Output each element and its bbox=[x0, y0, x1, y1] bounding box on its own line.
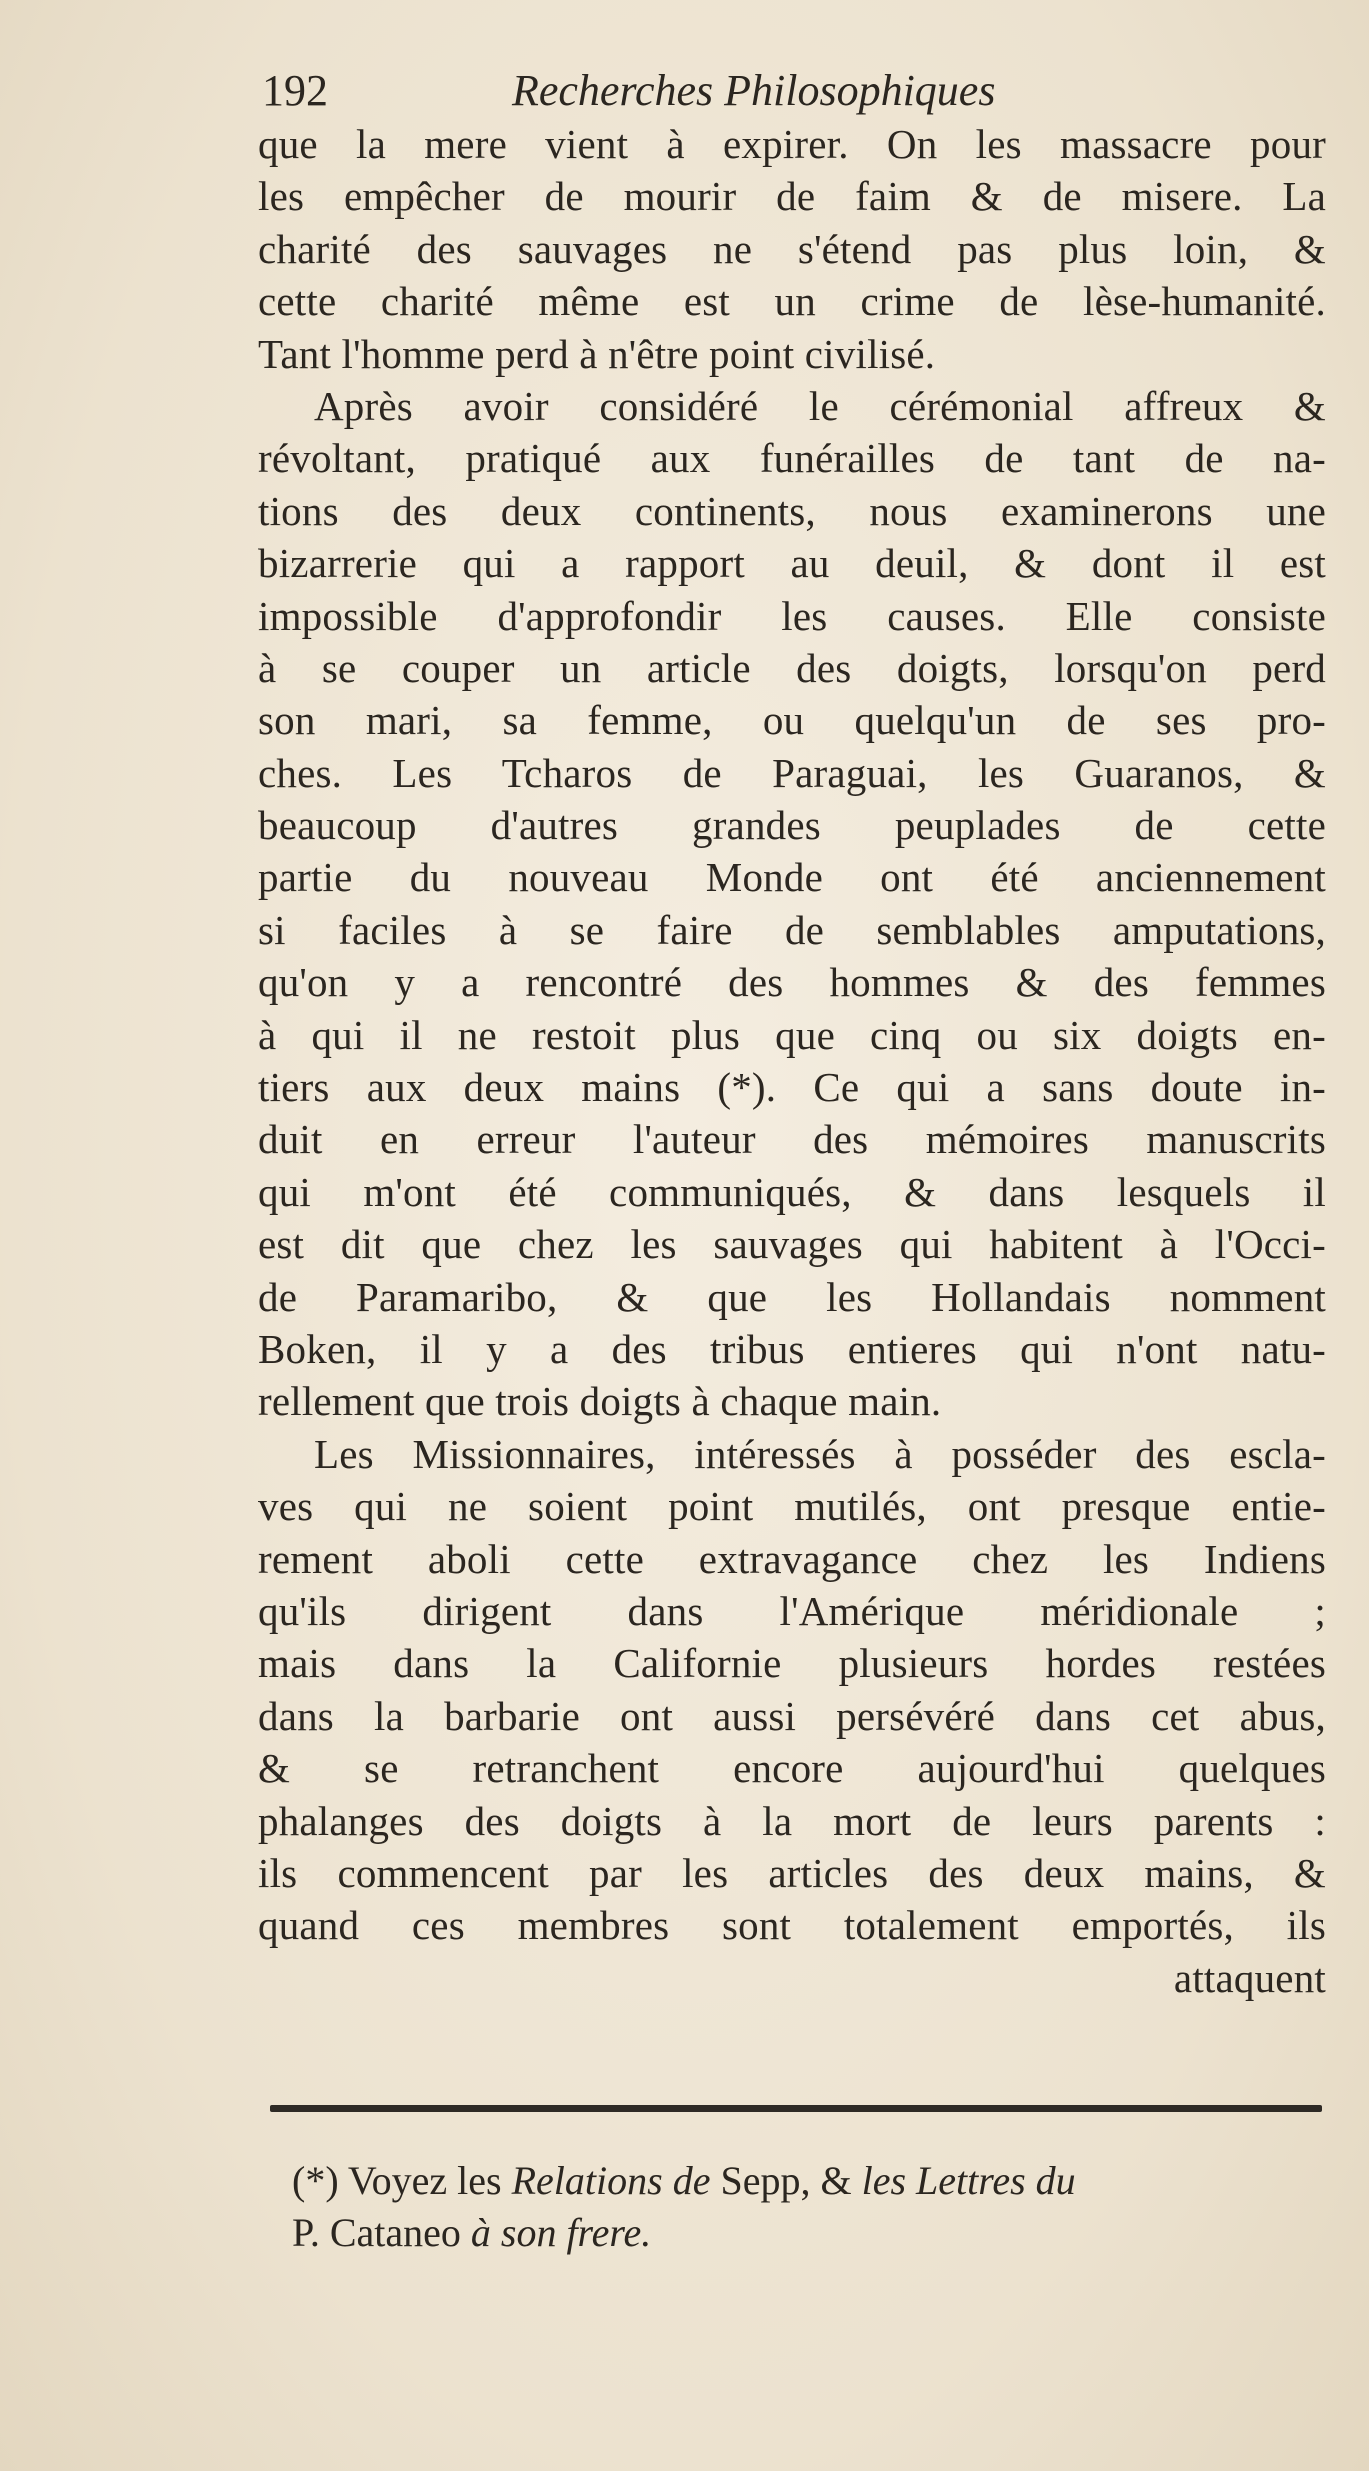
footnote-text: (*) Voyez les bbox=[292, 2158, 512, 2203]
text-line: à qui il ne restoit plus que cinq ou six doigts en- bbox=[258, 1011, 1326, 1058]
text-line: Tant l'homme perd à n'être point civilisé. bbox=[258, 330, 936, 377]
text-line: rement aboli cette extravagance chez les Indiens bbox=[258, 1535, 1326, 1582]
text-line: quand ces membres sont totalement emportés, ils bbox=[258, 1902, 1326, 1949]
text-line: ves qui ne soient point mutilés, ont presque entie- bbox=[258, 1483, 1326, 1530]
text-line: Boken, il y a des tribus entieres qui n'ont natu- bbox=[258, 1325, 1326, 1372]
text-line: Après avoir considéré le cérémonial affreux & bbox=[314, 382, 1326, 429]
text-line: son mari, sa femme, ou quelqu'un de ses pro- bbox=[258, 697, 1326, 744]
text-line: les empêcher de mourir de faim & de misere. La bbox=[258, 173, 1326, 220]
running-title: Recherches Philosophiques bbox=[512, 66, 996, 115]
text-line: mais dans la Californie plusieurs hordes restées bbox=[258, 1640, 1326, 1687]
footnote-rule bbox=[270, 2105, 1322, 2112]
footnote-italic: à son frere. bbox=[470, 2210, 652, 2255]
footnote-italic: Relations de bbox=[511, 2158, 711, 2203]
text-line: phalanges des doigts à la mort de leurs parents : bbox=[258, 1797, 1326, 1844]
text-line: tiers aux deux mains (*). Ce qui a sans doute in- bbox=[258, 1064, 1326, 1111]
text-line: à se couper un article des doigts, lorsqu'on perd bbox=[258, 644, 1326, 691]
footnote bbox=[292, 2155, 1332, 2259]
footnote-italic: les Lettres du bbox=[861, 2158, 1076, 2203]
text-line: de Paramaribo, & que les Hollandais nomment bbox=[258, 1273, 1326, 1320]
text-line: charité des sauvages ne s'étend pas plus loin, & bbox=[258, 225, 1326, 272]
text-line: partie du nouveau Monde ont été anciennement bbox=[258, 854, 1326, 901]
body-text bbox=[258, 118, 1326, 2004]
text-line: que la mere vient à expirer. On les massacre pour bbox=[258, 121, 1326, 167]
text-line: Les Missionnaires, intéressés à posséder des escla- bbox=[314, 1430, 1326, 1477]
text-line: si faciles à se faire de semblables amputations, bbox=[258, 906, 1326, 953]
text-line: impossible d'approfondir les causes. Elle consiste bbox=[258, 592, 1326, 639]
text-line: qui m'ont été communiqués, & dans lesquels il bbox=[258, 1168, 1326, 1215]
catchword: attaquent bbox=[1173, 1954, 1326, 2001]
text-line: cette charité même est un crime de lèse-humanité. bbox=[258, 278, 1326, 325]
text-line: dans la barbarie ont aussi persévéré dans cet abus, bbox=[258, 1692, 1326, 1739]
text-line: révoltant, pratiqué aux funérailles de tant de na- bbox=[258, 435, 1326, 482]
text-line: qu'on y a rencontré des hommes & des femmes bbox=[258, 959, 1326, 1006]
footnote-line bbox=[292, 2207, 1332, 2259]
text-line: tions des deux continents, nous examinerons une bbox=[258, 487, 1326, 534]
text-line: beaucoup d'autres grandes peuplades de cette bbox=[258, 802, 1326, 849]
footnote-text: P. Cataneo bbox=[292, 2210, 471, 2255]
text-line: ils commencent par les articles des deux mains, & bbox=[258, 1849, 1326, 1896]
footnote-line bbox=[292, 2155, 1332, 2207]
text-line: est dit que chez les sauvages qui habitent à l'Occi- bbox=[258, 1221, 1326, 1268]
page-header bbox=[262, 56, 1162, 126]
text-line: duit en erreur l'auteur des mémoires manuscrits bbox=[258, 1116, 1326, 1163]
text-line: & se retranchent encore aujourd'hui quelques bbox=[258, 1745, 1326, 1792]
page-number: 192 bbox=[262, 66, 328, 115]
text-line: rellement que trois doigts à chaque main. bbox=[258, 1378, 942, 1425]
text-line: qu'ils dirigent dans l'Amérique méridionale ; bbox=[258, 1587, 1326, 1634]
text-line: ches. Les Tcharos de Paraguai, les Guaranos, & bbox=[258, 749, 1326, 796]
footnote-text: Sepp, & bbox=[710, 2158, 862, 2203]
text-line: bizarrerie qui a rapport au deuil, & dont il est bbox=[258, 540, 1326, 587]
